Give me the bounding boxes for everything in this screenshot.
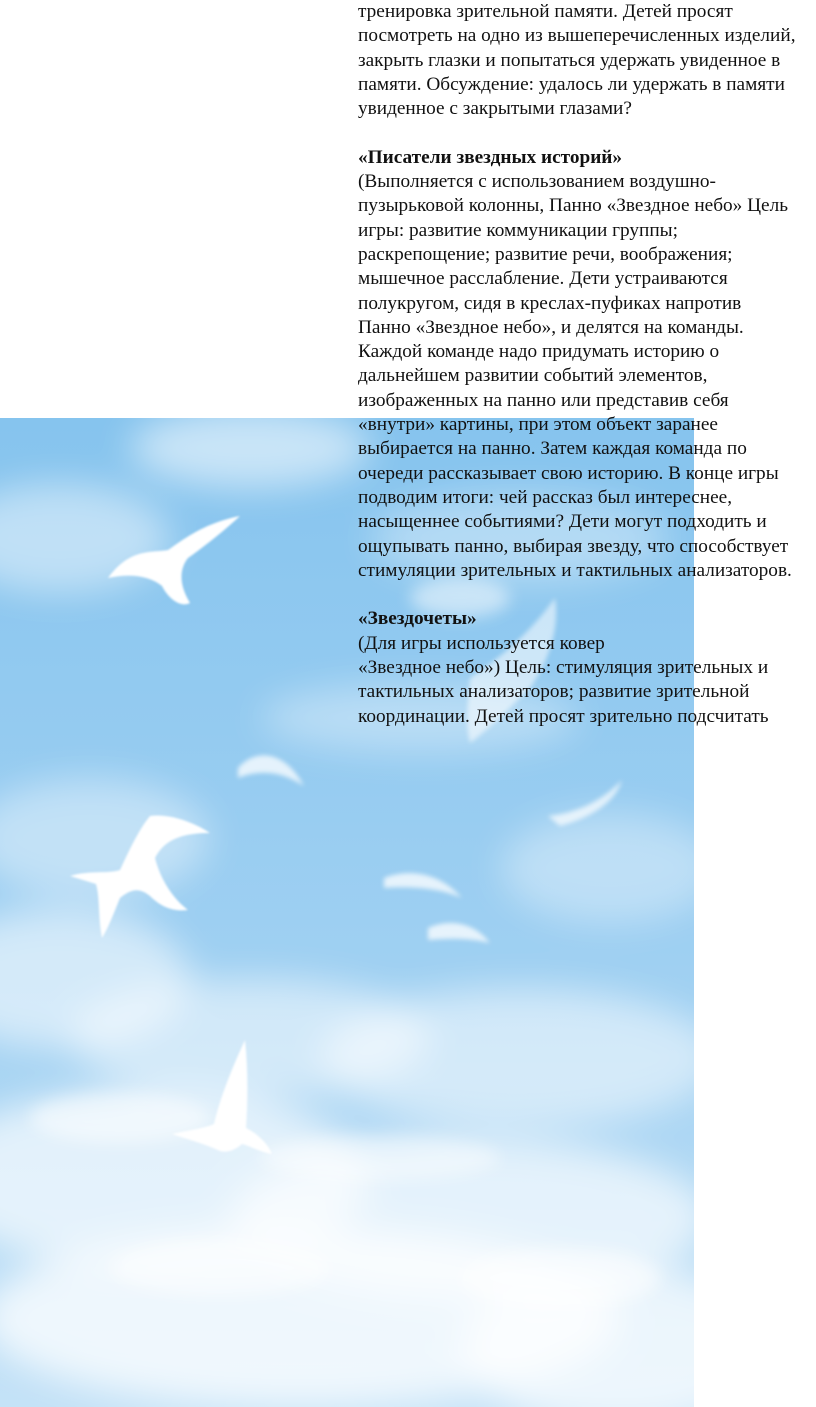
text-line: дальнейшем развитии событий элементов, [358, 365, 708, 387]
text-line: насыщеннее событиями? Дети могут подходить и [358, 511, 767, 533]
text-line: тренировка зрительной памяти. Детей просят [358, 1, 733, 22]
text-line: «внутри» картины, при этом объект заранее [358, 414, 718, 436]
text-line: (Выполняется с использованием воздушно- [358, 171, 716, 193]
paragraph-gap [358, 583, 814, 607]
section-star-story-writers [358, 146, 814, 583]
text-line: Каждой команде надо придумать историю о [358, 341, 720, 363]
text-line: выбирается на панно. Затем каждая команда по [358, 438, 747, 460]
text-line: изображенных на панно или представив себя [358, 389, 729, 411]
paragraph-gap [358, 121, 814, 145]
text-line: очереди рассказывает свою историю. В конце игры [358, 462, 779, 484]
section-heading: «Писатели звездных историй» [358, 146, 623, 168]
text-line: посмотреть на одно из вышеперечисленных изделий, [358, 25, 796, 47]
text-line: увиденное с закрытыми глазами? [358, 98, 632, 120]
text-line: (Для игры используется ковер [358, 632, 605, 654]
text-line: раскрепощение; развитие речи, воображения; [358, 243, 733, 265]
text-line: закрыть глазки и попытаться удержать увиденное в [358, 49, 781, 71]
text-line: стимуляции зрительных и тактильных анализаторов. [358, 559, 792, 581]
text-line: Панно «Звездное небо», и делятся на команды. [358, 316, 744, 338]
text-line: мышечное расслабление. Дети устраиваются [358, 268, 728, 290]
text-line: «Звездное небо») Цель: стимуляция зрительных и [358, 657, 769, 679]
text-line: координации. Детей просят зрительно подсчитать [358, 705, 769, 727]
section-stargazers [358, 607, 814, 728]
text-line: тактильных анализаторов; развитие зрительной [358, 681, 750, 703]
text-line: игры: развитие коммуникации группы; [358, 219, 678, 241]
text-line: полукругом, сидя в креслах-пуфиках напротив [358, 292, 742, 314]
section-heading: «Звездочеты» [358, 608, 477, 630]
text-line: памяти. Обсуждение: удалось ли удержать в памяти [358, 73, 785, 95]
document-text [358, 0, 814, 729]
text-line: пузырьковой колонны, Панно «Звездное небо» Цель [358, 195, 789, 217]
intro-paragraph [358, 0, 814, 121]
text-line: подводим итоги: чей рассказ был интереснее, [358, 486, 733, 508]
text-line: ощупывать панно, выбирая звезду, что способствует [358, 535, 789, 557]
